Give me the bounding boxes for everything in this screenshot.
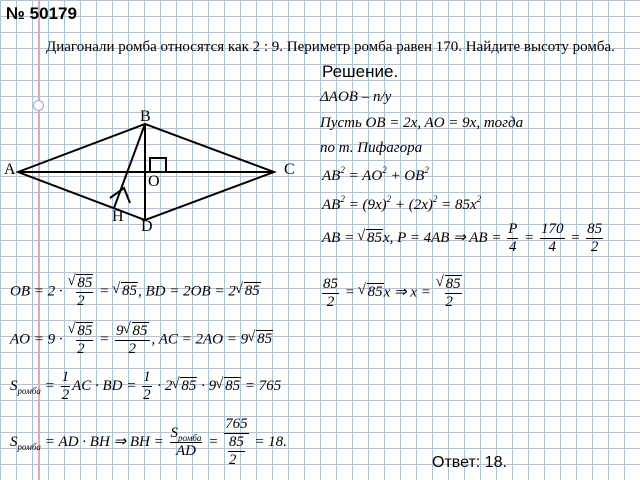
margin-line xyxy=(38,0,40,480)
label-c: C xyxy=(284,161,295,178)
problem-number: № 50179 xyxy=(6,4,77,23)
problem-statement: Диагонали ромба относятся как 2 : 9. Периметр ромба равен 170. Найдите высоту ромба. xyxy=(46,39,615,55)
answer: Ответ: 18. xyxy=(432,454,507,471)
right-angle-o xyxy=(150,158,166,172)
label-a: A xyxy=(4,161,16,178)
solution-title: Решение. xyxy=(322,62,399,81)
sol-line-ao: AO = 9 · √ $\frac{85}{2}$ = $\frac{9√ 85}{2}$ , AC = 2AO = 9√ 85 xyxy=(10,322,273,358)
sol-line-height: $S_{ромба}$ = AD · BH ⇒ BH = $\frac{S_{ромба}}{AD}$ = $\frac{765}{\frac{85}{2}}$ = 18. xyxy=(10,416,287,468)
sol-line-area: $S_{ромба}$ = $\frac{1}{2}$ AC · BD = $\frac{1}{2}$ · 2√ 85 · 9√ 85 = 765 xyxy=(10,369,281,404)
label-o: O xyxy=(148,173,160,190)
sol-line-x: $\frac{85}{2}$ = √ 85x ⇒ x = √ $\frac{85}{2}$ xyxy=(320,275,464,311)
sol-line-let: Пусть OB = 2x, AO = 9x, тогда xyxy=(320,115,524,131)
sol-line-ab2: $AB^2 = AO^2 + OB^2$ xyxy=(322,165,429,184)
sol-line-ab: AB = √ 85x, P = 4AB ⇒ AB = $\frac{P}{4}$ = $\frac{170}{4}$ = $\frac{85}{2}$ xyxy=(322,221,605,256)
sol-line-triangle: ΔAOB – п/у xyxy=(320,89,392,105)
height-bh xyxy=(114,124,145,208)
right-angle-h xyxy=(110,188,130,203)
label-d: D xyxy=(141,218,153,235)
sol-line-ob: OB = 2 · √ $\frac{85}{2}$ = √ 85, BD = 2OB = 2√ 85 xyxy=(10,274,261,310)
sol-line-pythagoras: по т. Пифагора xyxy=(320,140,423,156)
label-h: H xyxy=(112,208,124,225)
sol-line-ab2-x: $AB^2 = (9x)^2 + (2x)^2 = 85x^2$ xyxy=(322,194,482,213)
label-b: B xyxy=(140,108,151,125)
